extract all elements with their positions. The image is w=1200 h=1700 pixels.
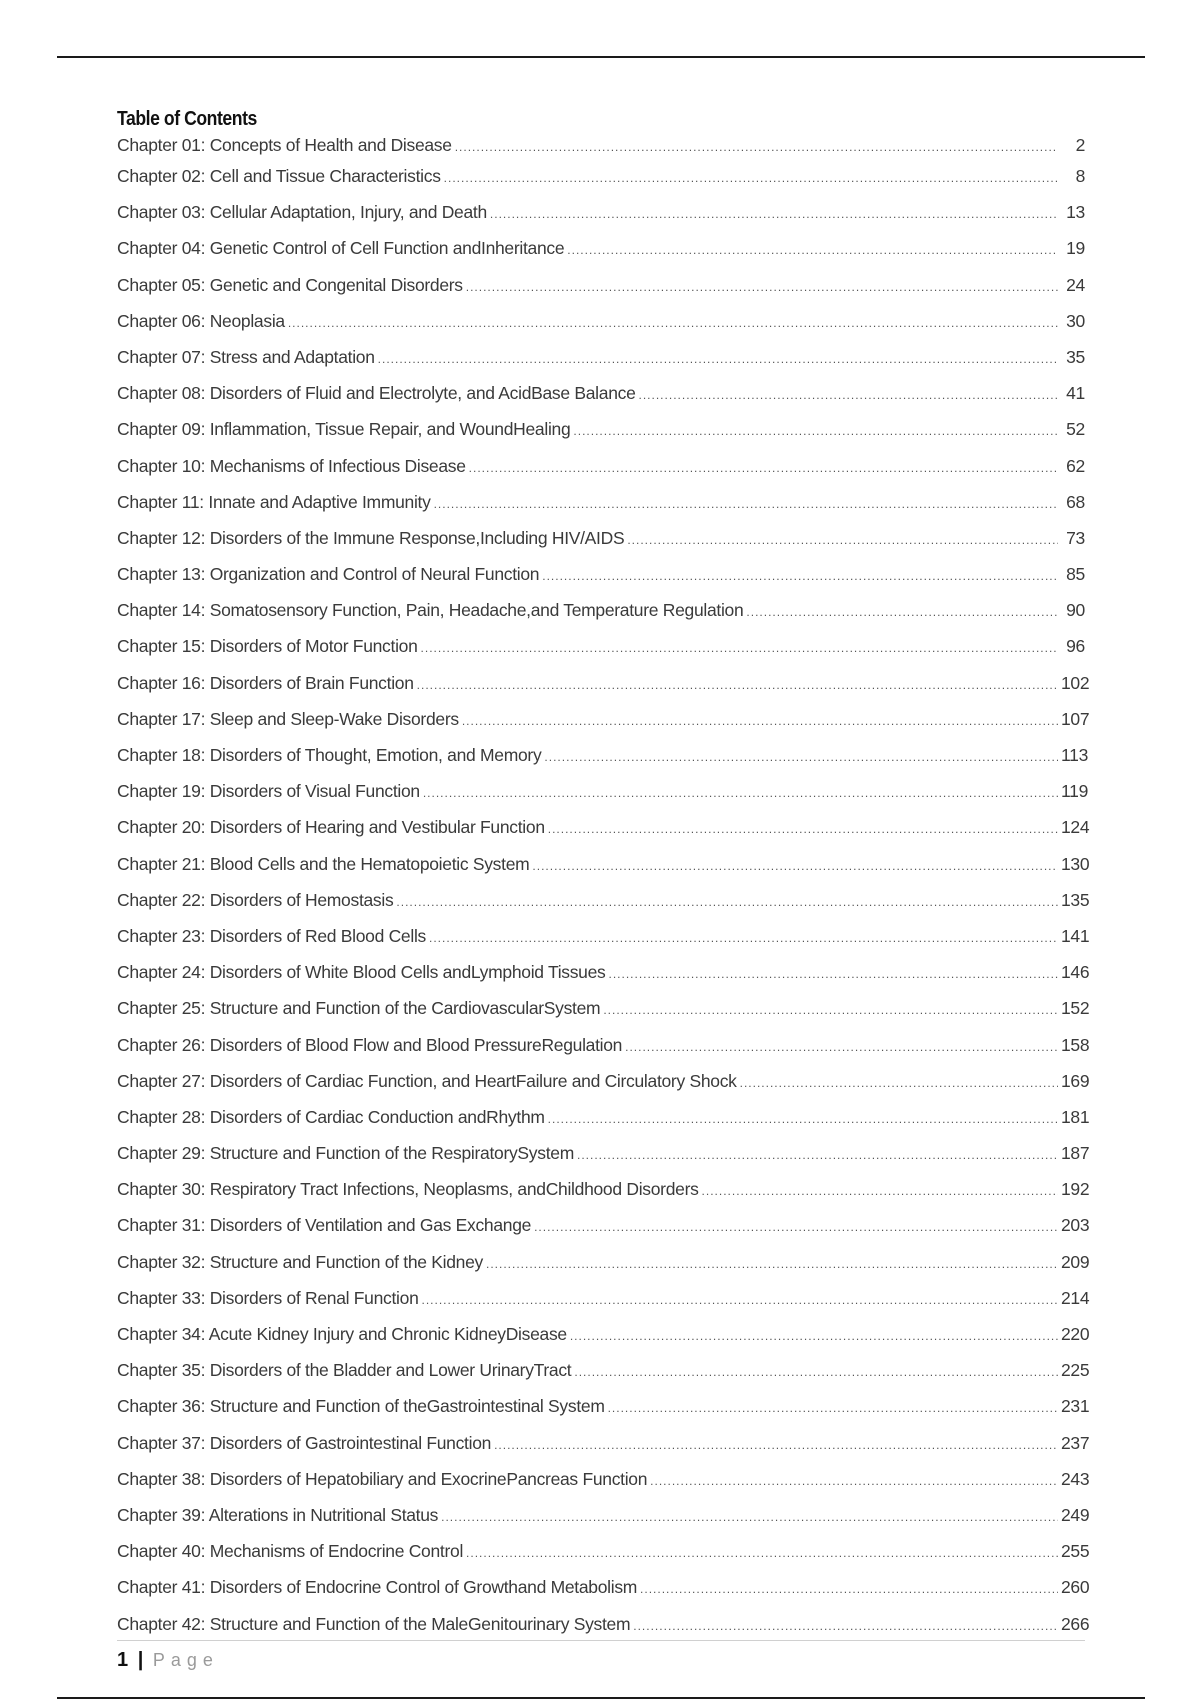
toc-entry-title: Chapter 27: Disorders of Cardiac Function, and HeartFailure and Circulatory Shock xyxy=(117,1070,737,1091)
toc-entry[interactable] xyxy=(117,520,1085,556)
toc-entry-page-number: 30 xyxy=(1066,310,1085,331)
toc-entry-leader-dots xyxy=(396,884,1058,920)
toc-entry[interactable] xyxy=(117,556,1085,592)
toc-entry-title: Chapter 15: Disorders of Motor Function xyxy=(117,636,418,657)
toc-entry-leader-dots xyxy=(639,377,1058,413)
toc-entry-leader-dots xyxy=(417,667,1058,703)
toc-entry-leader-dots xyxy=(469,450,1058,486)
toc-entry-title: Chapter 28: Disorders of Cardiac Conduction andRhythm xyxy=(117,1106,545,1127)
toc-entry-title: Chapter 40: Mechanisms of Endocrine Control xyxy=(117,1541,464,1562)
toc-entry-leader-dots xyxy=(532,848,1058,884)
footer-page-label: Page xyxy=(152,1650,219,1670)
toc-entry-title: Chapter 02: Cell and Tissue Characteristics xyxy=(117,166,441,186)
toc-entry-leader-dots xyxy=(574,1354,1058,1390)
toc-entry[interactable] xyxy=(117,1244,1090,1280)
table-of-contents xyxy=(117,106,1090,1642)
toc-entry-leader-dots xyxy=(444,160,1058,196)
toc-entry-page-number: 35 xyxy=(1066,346,1085,367)
toc-entry-leader-dots xyxy=(544,739,1058,775)
toc-entry-title: Chapter 10: Mechanisms of Infectious Disease xyxy=(117,455,466,476)
toc-entry-leader-dots xyxy=(542,558,1058,594)
toc-entry-page-number: 146 xyxy=(1061,962,1090,983)
toc-entry[interactable] xyxy=(117,665,1090,701)
toc-entry-page-number: 19 xyxy=(1066,238,1085,259)
toc-entry-leader-dots xyxy=(288,305,1058,341)
toc-entry-page-number: 62 xyxy=(1066,455,1085,476)
toc-entry-title: Chapter 14: Somatosensory Function, Pain, Headache,and Temperature Regulation xyxy=(117,600,744,621)
toc-entry-title: Chapter 16: Disorders of Brain Function xyxy=(117,672,414,693)
toc-entry[interactable] xyxy=(117,1533,1090,1569)
toc-entry-page-number: 266 xyxy=(1061,1613,1090,1634)
toc-entry-page-number: 209 xyxy=(1061,1251,1090,1272)
toc-entry[interactable] xyxy=(117,411,1085,447)
toc-entry-page-number: 130 xyxy=(1061,853,1090,874)
toc-entry-title: Chapter 24: Disorders of White Blood Cells andLymphoid Tissues xyxy=(117,962,606,983)
toc-entry[interactable] xyxy=(117,1171,1090,1207)
toc-entry-title: Chapter 12: Disorders of the Immune Response,Including HIV/AIDS xyxy=(117,527,625,548)
toc-entry-page-number: 85 xyxy=(1066,564,1085,585)
toc-entry-title: Chapter 21: Blood Cells and the Hematopoietic System xyxy=(117,853,530,874)
toc-entry[interactable] xyxy=(117,1316,1090,1352)
toc-entry[interactable] xyxy=(117,737,1088,773)
toc-entry-leader-dots xyxy=(466,269,1058,305)
toc-entry-leader-dots xyxy=(548,811,1058,847)
toc-entry-leader-dots xyxy=(486,1246,1058,1282)
toc-entry-page-number: 237 xyxy=(1061,1432,1090,1453)
toc-entry-leader-dots xyxy=(429,920,1058,956)
toc-entry-page-number: 192 xyxy=(1061,1179,1090,1200)
toc-entry-title: Chapter 07: Stress and Adaptation xyxy=(117,346,375,367)
toc-entry-leader-dots xyxy=(421,630,1058,666)
toc-entry[interactable] xyxy=(117,1388,1090,1424)
toc-entry-page-number: 13 xyxy=(1066,202,1085,223)
toc-entry[interactable] xyxy=(117,701,1090,737)
toc-entry-page-number: 152 xyxy=(1061,998,1090,1019)
toc-entry[interactable] xyxy=(117,1497,1090,1533)
footer-rule xyxy=(117,1640,1085,1641)
header-rule xyxy=(57,56,1145,58)
toc-entry[interactable] xyxy=(117,303,1085,339)
toc-entry-page-number: 225 xyxy=(1061,1360,1090,1381)
toc-entry-title: Chapter 38: Disorders of Hepatobiliary and ExocrinePancreas Function xyxy=(117,1468,648,1489)
toc-entry-leader-dots xyxy=(466,1535,1058,1571)
toc-entry-page-number: 119 xyxy=(1061,781,1088,802)
toc-entry[interactable] xyxy=(117,1027,1090,1063)
toc-entry-leader-dots xyxy=(548,1101,1058,1137)
toc-entry-leader-dots xyxy=(434,486,1058,522)
toc-entry[interactable] xyxy=(117,375,1085,411)
toc-entry-leader-dots xyxy=(625,1029,1058,1065)
toc-entry[interactable] xyxy=(117,1063,1090,1099)
toc-entry-leader-dots xyxy=(577,1137,1058,1173)
toc-entry-page-number: 124 xyxy=(1061,817,1090,838)
toc-entry-page-number: 73 xyxy=(1066,527,1085,548)
toc-entry-page-number: 158 xyxy=(1061,1034,1090,1055)
toc-entry-title: Chapter 36: Structure and Function of theGastrointestinal System xyxy=(117,1396,605,1417)
toc-entry[interactable] xyxy=(117,1569,1090,1605)
toc-entry-title: Chapter 37: Disorders of Gastrointestinal Function xyxy=(117,1432,492,1453)
toc-entry-leader-dots xyxy=(422,1282,1058,1318)
toc-entry[interactable] xyxy=(117,1352,1090,1388)
toc-entry[interactable] xyxy=(117,882,1090,918)
toc-entry-leader-dots xyxy=(455,134,1058,160)
toc-entry-leader-dots xyxy=(378,341,1058,377)
toc-entry-page-number: 96 xyxy=(1066,636,1085,657)
toc-entry-title: Chapter 05: Genetic and Congenital Disorders xyxy=(117,274,463,295)
toc-entry-title: Chapter 09: Inflammation, Tissue Repair, and WoundHealing xyxy=(117,419,571,440)
toc-entry-page-number: 169 xyxy=(1061,1070,1090,1091)
toc-entry[interactable] xyxy=(117,628,1085,664)
toc-entry-page-number: 102 xyxy=(1061,672,1090,693)
toc-entry-page-number: 24 xyxy=(1066,274,1085,295)
toc-entry-leader-dots xyxy=(603,992,1058,1028)
toc-entry-title: Chapter 31: Disorders of Ventilation and Gas Exchange xyxy=(117,1215,532,1236)
toc-entry-leader-dots xyxy=(608,1390,1058,1426)
toc-entry[interactable] xyxy=(117,1606,1090,1642)
toc-entry-title: Chapter 18: Disorders of Thought, Emotion, and Memory xyxy=(117,745,542,765)
toc-entry-leader-dots xyxy=(567,232,1058,268)
toc-entry-page-number: 68 xyxy=(1066,491,1085,512)
toc-entry-page-number: 41 xyxy=(1066,383,1085,404)
toc-entry-title: Chapter 20: Disorders of Hearing and Vestibular Function xyxy=(117,817,545,838)
toc-entry-page-number: 2 xyxy=(1075,135,1085,155)
footer-page-number: 1 xyxy=(117,1649,129,1671)
toc-entry[interactable] xyxy=(117,230,1085,266)
toc-entry-leader-dots xyxy=(640,1571,1058,1607)
toc-entry[interactable] xyxy=(117,773,1088,809)
toc-entry-title: Chapter 01: Concepts of Health and Disease xyxy=(117,135,452,155)
toc-entry-page-number: 255 xyxy=(1061,1541,1090,1562)
toc-entry-title: Chapter 17: Sleep and Sleep-Wake Disorders xyxy=(117,708,459,729)
toc-entry-page-number: 203 xyxy=(1061,1215,1090,1236)
toc-entry[interactable] xyxy=(117,132,1085,158)
toc-entry-page-number: 52 xyxy=(1066,419,1085,440)
toc-entry[interactable] xyxy=(117,267,1085,303)
toc-entry-title: Chapter 11: Innate and Adaptive Immunity xyxy=(117,491,431,512)
toc-entry-page-number: 220 xyxy=(1061,1324,1090,1344)
toc-entry-title: Chapter 39: Alterations in Nutritional Status xyxy=(117,1504,439,1525)
toc-entry-page-number: 181 xyxy=(1061,1106,1090,1127)
toc-entry[interactable] xyxy=(117,1135,1090,1171)
toc-entry-title: Chapter 04: Genetic Control of Cell Function andInheritance xyxy=(117,238,565,259)
toc-entry[interactable] xyxy=(117,1207,1090,1243)
toc-entry[interactable] xyxy=(117,339,1085,375)
toc-entry-leader-dots xyxy=(633,1608,1058,1644)
bottom-rule xyxy=(57,1697,1145,1699)
toc-entry-leader-dots xyxy=(462,703,1058,739)
footer-separator: | xyxy=(137,1649,144,1671)
toc-entry-page-number: 243 xyxy=(1061,1468,1090,1489)
toc-entry-title: Chapter 23: Disorders of Red Blood Cells xyxy=(117,925,426,946)
toc-entry-leader-dots xyxy=(490,196,1058,232)
toc-entry-page-number: 8 xyxy=(1075,166,1085,186)
toc-entry-leader-dots xyxy=(740,1065,1058,1101)
toc-entry-leader-dots xyxy=(650,1463,1058,1499)
toc-entry[interactable] xyxy=(117,1099,1090,1135)
toc-entry-page-number: 231 xyxy=(1061,1396,1090,1417)
toc-entry-leader-dots xyxy=(702,1173,1058,1209)
toc-entry-title: Chapter 42: Structure and Function of the MaleGenitourinary System xyxy=(117,1613,631,1634)
toc-entry[interactable] xyxy=(117,1280,1090,1316)
toc-entry-title: Chapter 41: Disorders of Endocrine Control of Growthand Metabolism xyxy=(117,1577,638,1598)
toc-entry-leader-dots xyxy=(570,1318,1058,1354)
toc-entry[interactable] xyxy=(117,194,1085,230)
toc-entry-title: Chapter 03: Cellular Adaptation, Injury, and Death xyxy=(117,202,487,223)
toc-list xyxy=(117,132,1090,1642)
toc-entry[interactable] xyxy=(117,846,1090,882)
toc-entry-title: Chapter 29: Structure and Function of the RespiratorySystem xyxy=(117,1143,574,1164)
toc-entry-leader-dots xyxy=(423,775,1058,811)
toc-entry[interactable] xyxy=(117,158,1085,194)
toc-entry[interactable] xyxy=(117,809,1090,845)
toc-entry-title: Chapter 32: Structure and Function of the Kidney xyxy=(117,1251,483,1272)
toc-entry[interactable] xyxy=(117,918,1090,954)
toc-entry-leader-dots xyxy=(609,956,1059,992)
toc-entry-page-number: 90 xyxy=(1066,600,1085,621)
toc-entry-leader-dots xyxy=(573,413,1058,449)
toc-title: Table of Contents xyxy=(117,108,257,130)
toc-entry[interactable] xyxy=(117,448,1085,484)
toc-entry-title: Chapter 19: Disorders of Visual Function xyxy=(117,781,420,802)
toc-entry-leader-dots xyxy=(441,1499,1058,1535)
toc-entry-page-number: 187 xyxy=(1061,1143,1090,1164)
toc-entry[interactable] xyxy=(117,484,1085,520)
toc-entry-page-number: 249 xyxy=(1061,1504,1090,1525)
toc-entry-title: Chapter 08: Disorders of Fluid and Electrolyte, and AcidBase Balance xyxy=(117,383,636,404)
toc-entry-title: Chapter 35: Disorders of the Bladder and Lower UrinaryTract xyxy=(117,1360,572,1381)
toc-entry-title: Chapter 34: Acute Kidney Injury and Chronic KidneyDisease xyxy=(117,1324,567,1344)
toc-entry-page-number: 135 xyxy=(1061,889,1090,910)
toc-entry-page-number: 141 xyxy=(1061,925,1090,946)
toc-entry-page-number: 107 xyxy=(1061,708,1090,729)
toc-entry-page-number: 113 xyxy=(1061,745,1088,765)
toc-entry-leader-dots xyxy=(534,1209,1058,1245)
toc-entry[interactable] xyxy=(117,592,1085,628)
toc-entry-title: Chapter 33: Disorders of Renal Function xyxy=(117,1287,419,1308)
toc-entry-title: Chapter 22: Disorders of Hemostasis xyxy=(117,889,394,910)
toc-entry-title: Chapter 13: Organization and Control of Neural Function xyxy=(117,564,540,585)
toc-entry-page-number: 260 xyxy=(1061,1577,1090,1598)
toc-entry[interactable] xyxy=(117,990,1090,1026)
toc-entry[interactable] xyxy=(117,954,1090,990)
toc-entry-title: Chapter 06: Neoplasia xyxy=(117,310,285,331)
toc-entry-leader-dots xyxy=(627,522,1058,558)
toc-entry[interactable] xyxy=(117,1461,1090,1497)
toc-entry-leader-dots xyxy=(494,1427,1058,1463)
toc-entry-title: Chapter 25: Structure and Function of the CardiovascularSystem xyxy=(117,998,601,1019)
toc-entry[interactable] xyxy=(117,1425,1090,1461)
toc-entry-title: Chapter 30: Respiratory Tract Infections, Neoplasms, andChildhood Disorders xyxy=(117,1179,699,1200)
toc-entry-leader-dots xyxy=(746,594,1058,630)
toc-entry-title: Chapter 26: Disorders of Blood Flow and Blood PressureRegulation xyxy=(117,1034,623,1055)
toc-entry-page-number: 214 xyxy=(1061,1287,1090,1308)
page-footer xyxy=(117,1645,219,1675)
